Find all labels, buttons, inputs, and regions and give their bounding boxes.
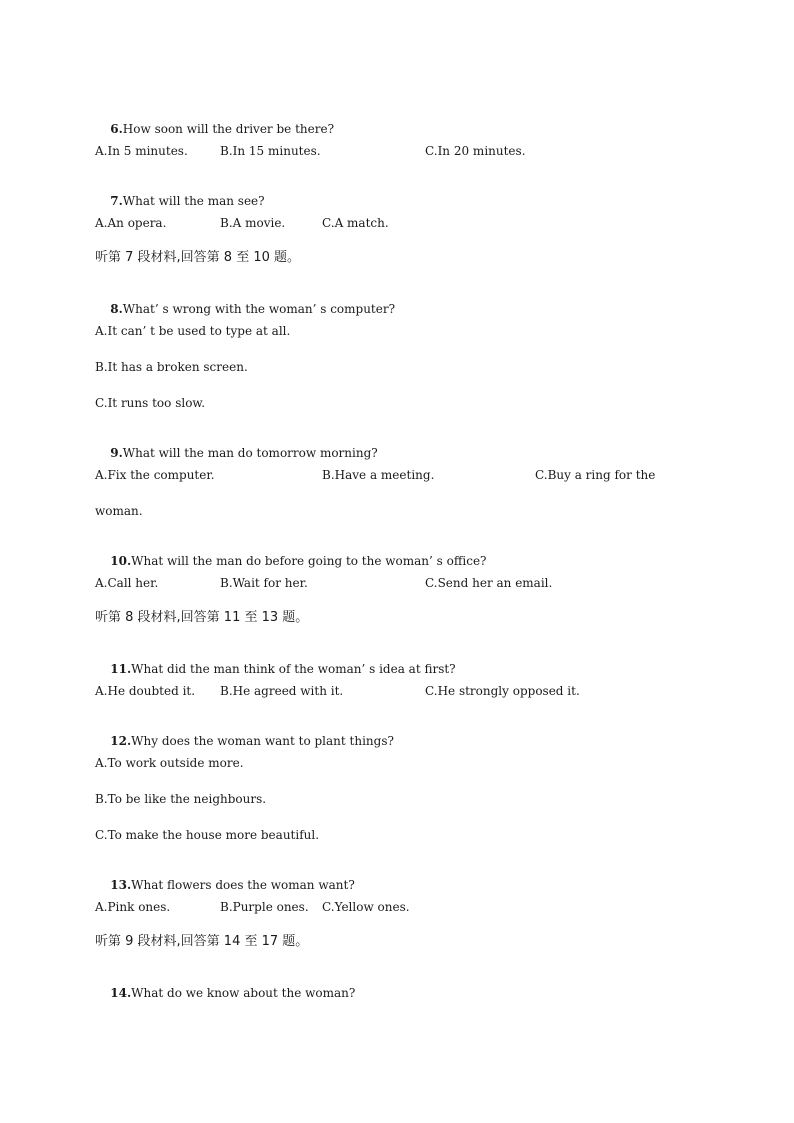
question-text: What will the man do before going to the woman’ s office?	[131, 554, 487, 568]
question-number: 13.	[110, 878, 132, 892]
question-text: What do we know about the woman?	[131, 986, 356, 1000]
option-c: C.He strongly opposed it.	[425, 684, 580, 698]
question-text: What did the man think of the woman’ s idea at first?	[131, 662, 456, 676]
question-text: What’ s wrong with the woman’ s computer?	[122, 302, 396, 316]
option-c: C.Send her an email.	[425, 576, 553, 590]
section-heading-8: 听第 8 段材料,回答第 11 至 13 题。	[95, 610, 309, 625]
option-a: A.An opera.	[95, 216, 167, 230]
option-a: A.Fix the computer.	[95, 468, 215, 482]
section-heading-7: 听第 7 段材料,回答第 8 至 10 题。	[95, 250, 301, 265]
question-number: 14.	[110, 986, 132, 1000]
option-a: A.To work outside more.	[95, 756, 244, 770]
option-b: B.It has a broken screen.	[95, 360, 248, 374]
option-b: B.A movie.	[220, 216, 286, 230]
option-b: B.In 15 minutes.	[220, 144, 321, 158]
option-a: A.Call her.	[95, 576, 159, 590]
question-text: What will the man see?	[122, 194, 265, 208]
option-b: B.To be like the neighbours.	[95, 792, 267, 806]
option-b: B.He agreed with it.	[220, 684, 344, 698]
option-c: C.Buy a ring for the	[535, 468, 656, 482]
question-number: 9.	[110, 446, 123, 460]
option-a: A.It can’ t be used to type at all.	[95, 324, 291, 338]
option-b: B.Wait for her.	[220, 576, 308, 590]
option-c-continued: woman.	[95, 504, 143, 518]
question-number: 8.	[110, 302, 123, 316]
option-c: C.A match.	[322, 216, 389, 230]
question-number: 7.	[110, 194, 123, 208]
question-text: What flowers does the woman want?	[131, 878, 355, 892]
question-number: 12.	[110, 734, 132, 748]
option-b: B.Purple ones.	[220, 900, 309, 914]
option-b: B.Have a meeting.	[322, 468, 435, 482]
question-number: 10.	[110, 554, 132, 568]
option-c: C.To make the house more beautiful.	[95, 828, 320, 842]
question-text: How soon will the driver be there?	[122, 122, 334, 136]
option-a: A.Pink ones.	[95, 900, 171, 914]
section-heading-9: 听第 9 段材料,回答第 14 至 17 题。	[95, 934, 309, 949]
question-14	[95, 972, 355, 1014]
question-text: Why does the woman want to plant things?	[131, 734, 394, 748]
question-text: What will the man do tomorrow morning?	[122, 446, 378, 460]
option-c: C.Yellow ones.	[322, 900, 410, 914]
option-c: C.In 20 minutes.	[425, 144, 526, 158]
option-a: A.In 5 minutes.	[95, 144, 188, 158]
option-c: C.It runs too slow.	[95, 396, 206, 410]
question-number: 11.	[110, 662, 132, 676]
option-a: A.He doubted it.	[95, 684, 196, 698]
question-number: 6.	[110, 122, 123, 136]
